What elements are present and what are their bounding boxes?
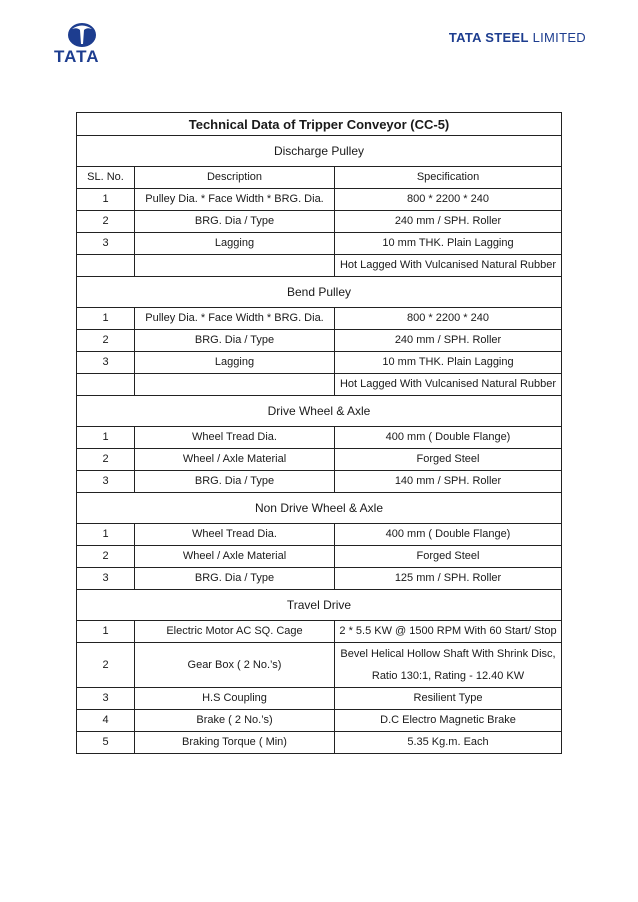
section-header-row <box>77 277 562 308</box>
cell-sl-no: 3 <box>77 233 135 255</box>
section-header-row <box>77 493 562 524</box>
section-header-row <box>77 136 562 167</box>
cell-description: Pulley Dia. * Face Width * BRG. Dia. <box>135 189 335 211</box>
col-header-specification: Specification <box>335 167 562 189</box>
cell-description: Wheel / Axle Material <box>135 546 335 568</box>
table-row <box>77 546 562 568</box>
cell-description: Pulley Dia. * Face Width * BRG. Dia. <box>135 308 335 330</box>
cell-specification: 800 * 2200 * 240 <box>335 189 562 211</box>
table-row <box>77 732 562 754</box>
cell-specification: Hot Lagged With Vulcanised Natural Rubber <box>335 255 562 277</box>
cell-sl-no: 3 <box>77 352 135 374</box>
technical-data-table <box>76 112 562 754</box>
table-row <box>77 643 562 688</box>
cell-description: Braking Torque ( Min) <box>135 732 335 754</box>
table-row <box>77 233 562 255</box>
cell-description: Lagging <box>135 352 335 374</box>
cell-sl-no: 1 <box>77 189 135 211</box>
cell-specification: 400 mm ( Double Flange) <box>335 524 562 546</box>
section-title: Travel Drive <box>77 590 562 621</box>
cell-specification: Forged Steel <box>335 449 562 471</box>
cell-sl-no: 1 <box>77 427 135 449</box>
cell-sl-no <box>77 374 135 396</box>
table-title: Technical Data of Tripper Conveyor (CC-5) <box>77 113 562 136</box>
cell-sl-no: 1 <box>77 621 135 643</box>
table-row <box>77 710 562 732</box>
cell-sl-no: 4 <box>77 710 135 732</box>
table-row <box>77 211 562 233</box>
table-row <box>77 568 562 590</box>
col-header-sl-no: SL. No. <box>77 167 135 189</box>
cell-specification: 5.35 Kg.m. Each <box>335 732 562 754</box>
cell-specification: D.C Electro Magnetic Brake <box>335 710 562 732</box>
brand-name-rest: LIMITED <box>528 30 586 45</box>
cell-specification: 10 mm THK. Plain Lagging <box>335 352 562 374</box>
table-row <box>77 352 562 374</box>
cell-sl-no: 3 <box>77 688 135 710</box>
cell-specification: 140 mm / SPH. Roller <box>335 471 562 493</box>
table-row <box>77 688 562 710</box>
cell-sl-no: 3 <box>77 471 135 493</box>
cell-description <box>135 374 335 396</box>
table-row <box>77 471 562 493</box>
table-row <box>77 189 562 211</box>
cell-description: Brake ( 2 No.’s) <box>135 710 335 732</box>
cell-sl-no: 1 <box>77 308 135 330</box>
section-title: Non Drive Wheel & Axle <box>77 493 562 524</box>
cell-specification: 2 * 5.5 KW @ 1500 RPM With 60 Start/ Stop <box>335 621 562 643</box>
cell-description: BRG. Dia / Type <box>135 211 335 233</box>
cell-specification: 125 mm / SPH. Roller <box>335 568 562 590</box>
table-row <box>77 449 562 471</box>
cell-specification: Hot Lagged With Vulcanised Natural Rubber <box>335 374 562 396</box>
cell-sl-no: 2 <box>77 330 135 352</box>
cell-specification: Bevel Helical Hollow Shaft With Shrink Disc, Ratio 130:1, Rating - 12.40 KW <box>335 643 562 688</box>
cell-description: Gear Box ( 2 No.’s) <box>135 643 335 688</box>
brand-name-bold: TATA STEEL <box>448 30 529 45</box>
brand-name <box>449 30 586 45</box>
cell-description: Wheel Tread Dia. <box>135 524 335 546</box>
cell-specification: 240 mm / SPH. Roller <box>335 330 562 352</box>
section-title: Discharge Pulley <box>77 136 562 167</box>
cell-specification: Forged Steel <box>335 546 562 568</box>
cell-specification: Resilient Type <box>335 688 562 710</box>
table-title-row <box>77 113 562 136</box>
cell-sl-no: 2 <box>77 449 135 471</box>
cell-sl-no: 3 <box>77 568 135 590</box>
col-header-description: Description <box>135 167 335 189</box>
table-row <box>77 621 562 643</box>
table-row <box>77 374 562 396</box>
cell-description: Lagging <box>135 233 335 255</box>
cell-sl-no: 2 <box>77 643 135 688</box>
column-header-row <box>77 167 562 189</box>
cell-specification: 240 mm / SPH. Roller <box>335 211 562 233</box>
table-row <box>77 255 562 277</box>
cell-description: Wheel Tread Dia. <box>135 427 335 449</box>
section-header-row <box>77 590 562 621</box>
table-row <box>77 427 562 449</box>
logo-wordmark: TATA <box>54 47 100 66</box>
section-header-row <box>77 396 562 427</box>
table-row <box>77 524 562 546</box>
cell-description: Wheel / Axle Material <box>135 449 335 471</box>
section-title: Bend Pulley <box>77 277 562 308</box>
cell-description: BRG. Dia / Type <box>135 330 335 352</box>
cell-sl-no: 2 <box>77 546 135 568</box>
cell-description <box>135 255 335 277</box>
cell-description: BRG. Dia / Type <box>135 568 335 590</box>
cell-sl-no: 2 <box>77 211 135 233</box>
cell-sl-no: 5 <box>77 732 135 754</box>
table-row <box>77 308 562 330</box>
cell-description: H.S Coupling <box>135 688 335 710</box>
section-title: Drive Wheel & Axle <box>77 396 562 427</box>
table-row <box>77 330 562 352</box>
cell-description: Electric Motor AC SQ. Cage <box>135 621 335 643</box>
cell-specification: 400 mm ( Double Flange) <box>335 427 562 449</box>
cell-specification: 10 mm THK. Plain Lagging <box>335 233 562 255</box>
cell-description: BRG. Dia / Type <box>135 471 335 493</box>
cell-sl-no <box>77 255 135 277</box>
cell-sl-no: 1 <box>77 524 135 546</box>
cell-specification: 800 * 2200 * 240 <box>335 308 562 330</box>
